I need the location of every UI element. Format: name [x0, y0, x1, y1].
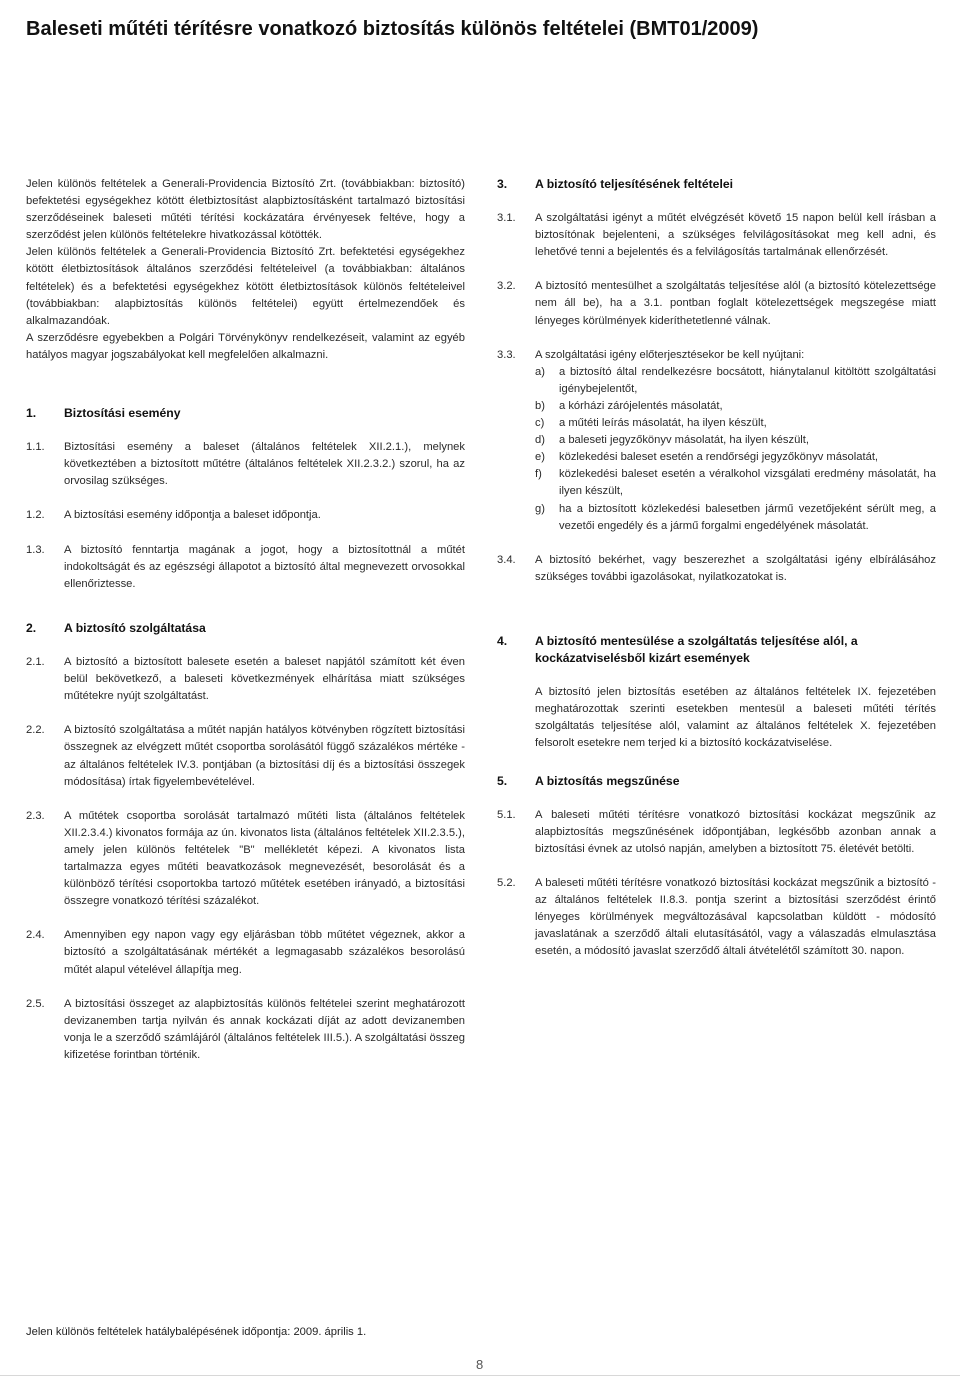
section-1-heading [26, 405, 465, 422]
effective-date-note: Jelen különös feltételek hatálybalépésének időpontja: 2009. április 1. [26, 1326, 367, 1338]
list-marker: d) [535, 434, 545, 447]
left-column-top [26, 176, 465, 593]
list-marker: g) [535, 502, 545, 515]
page-title: Baleseti műtéti térítésre vonatkozó biztosítás különös feltételei (BMT01/2009) [26, 18, 759, 40]
clause-text: A biztosító fenntartja magának a jogot, hogy a biztosítottnál a műtét indokoltságát és az egészségi állapotot a biztosító által megnevezett orvosokkal ellenőriztesse. [64, 543, 465, 590]
clause-number: 1.3. [26, 543, 45, 556]
clause-text: A biztosító mentesülhet a szolgáltatás teljesítése alól (a biztosító kötelezettsége nem áll be), ha a 3.1. pontban foglalt kötelezettségek megszegése miatt lényeges körülmények kideríthetetlenné válnak. [535, 280, 936, 327]
clause-5-1 [497, 807, 936, 858]
clause-2-4 [26, 927, 465, 978]
list-item [535, 415, 936, 432]
list-marker: a) [535, 365, 545, 378]
clause-number: 2.4. [26, 929, 45, 942]
list-marker: b) [535, 399, 545, 412]
clause-number: 3.1. [497, 212, 516, 225]
list-text: a kórházi zárójelentés másolatát, [559, 399, 723, 412]
clause-text: A biztosító a biztosított balesete esetén a baleset napjától számított két éven belül bekövetkező, a baleseti következmények elhárítása miatt szükséges műtétekre nyújt szolgáltatást. [64, 656, 465, 703]
list-item [535, 398, 936, 415]
clause-text: Biztosítási esemény a baleset (általános feltételek XII.2.1.), melynek következtében a biztosított műtétre (általános feltételek XII.2.3.2.) szorul, ha az orvosilag szükséges. [64, 441, 465, 488]
clause-2-5 [26, 996, 465, 1064]
clause-2-2 [26, 722, 465, 790]
section-number: 5. [497, 773, 508, 788]
list-text: ha a biztosított közlekedési balesetben jármű vezetőjeként sérült meg, a vezetői engedély és a jármű forgalmi engedélyének másolatát. [559, 502, 936, 532]
list-item [535, 364, 936, 398]
clause-number: 2.1. [26, 656, 45, 669]
section-title: A biztosítás megszűnése [535, 773, 680, 788]
clause-5-2 [497, 875, 936, 960]
section-title: Biztosítási esemény [64, 406, 181, 421]
page-number: 8 [476, 1357, 484, 1372]
section-title: A biztosító teljesítésének feltételei [535, 177, 733, 191]
list-item [535, 432, 936, 449]
clause-text: A szolgáltatási igény előterjesztésekor be kell nyújtani: [535, 348, 805, 361]
clause-text: A biztosító bekérhet, vagy beszerezhet a szolgáltatási igény elbírálásához szükséges további igazolásokat, nyilatkozatokat is. [535, 553, 936, 583]
clause-2-3 [26, 808, 465, 911]
clause-3-2 [497, 278, 936, 329]
clause-text: Amennyiben egy napon vagy egy eljárásban több műtétet végeznek, akkor a biztosító a szolgáltatásának mértékét a legmagasabb százalékos besorolású műtét alapul vételével állapítja meg. [64, 929, 465, 976]
clause-number: 2.2. [26, 724, 45, 737]
section-5-heading [497, 773, 936, 790]
section-4-heading [497, 633, 936, 667]
list-marker: c) [535, 417, 545, 430]
clause-number: 3.2. [497, 280, 516, 293]
intro-paragraph-2: Jelen különös feltételek a Generali-Providencia Biztosító Zrt. befektetési egységekhez kötött életbiztosítások általános szerződési feltételeivel (a továbbiakban: általános feltételek) és a befektetési egységekhez kötött életbiztosítások különös feltételeivel (továbbiakban: alapbiztosítás különös feltételei) együtt értelmezendőek és alkalmazandóak. [26, 246, 465, 327]
clause-1-3 [26, 542, 465, 593]
clause-text: A biztosítási összeget az alapbiztosítás különös feltételei szerint meghatározott devizanemben tartja nyilván és annak kockázati díját az adott devizanemben vonja le a szerződő számlájáról (általános feltételek III.5.). A szolgáltatási összeg kifizetése forintban történik. [64, 997, 465, 1061]
section-2-heading [26, 620, 465, 637]
intro-paragraph-1: Jelen különös feltételek a Generali-Providencia Biztosító Zrt. (továbbiakban: biztosító) befektetési egységekhez kötött életbiztosítást alapbiztosításként tartalmazó biztosítási szerződéseinek baleseti műtéti térítési kockázatára érvényesek feltéve, hogy a szerződést jelen különös feltételekre hivatkozással kötötték. [26, 178, 465, 242]
clause-text: A szolgáltatási igényt a műtét elvégzését követő 15 napon belül kell írásban a biztosítónak bejelenteni, a szükséges felvilágosításokat meg kell adni, és lehetővé tenni a bejelentés és a felvilágosítás tartalmának ellenőrzését. [535, 212, 936, 259]
clause-number: 5.2. [497, 876, 516, 889]
clause-3-1 [497, 210, 936, 261]
list-item [535, 449, 936, 466]
clause-text: A baleseti műtéti térítésre vonatkozó biztosítási kockázat megszűnik a biztosító - az általános feltételek II.8.3. pontja szerint a biztosítási szerződést érintő lényeges körülmények megváltozásával kapcsolatban küldött - módosító javaslatának a szerződő általi elutasításától, vagy a válaszadás elmulasztása esetén, a módosító javaslat szerződő általi átvételétől számított 30. napon. [535, 876, 936, 958]
section-number: 2. [26, 621, 37, 635]
list-text: a baleseti jegyzőkönyv másolatát, ha ilyen készült, [559, 434, 809, 447]
section-number: 1. [26, 406, 37, 421]
clause-1-1 [26, 439, 465, 490]
clause-number: 5.1. [497, 808, 516, 821]
section-number: 4. [497, 634, 508, 648]
list-text: a biztosító által rendelkezésre bocsátott, hiánytalanul kitöltött szolgáltatási igénybejelentőt, [559, 365, 936, 395]
list-text: a műtéti leírás másolatát, ha ilyen készült, [559, 417, 767, 430]
clause-2-1 [26, 654, 465, 705]
clause-number: 3.3. [497, 348, 516, 361]
right-column-top [497, 176, 936, 586]
clause-number: 1.1. [26, 441, 45, 454]
section-number: 3. [497, 177, 508, 191]
list-marker: e) [535, 451, 545, 464]
section-4-text: A biztosító jelen biztosítás esetében az általános feltételek IX. fejezetében meghatározottak szerinti esetekben mentesül a baleseti műtéti térítés szolgáltatás teljesítése alól, valamint az általános feltételek X. fejezetében felsorolt esetekre nem terjed ki a biztosító kockázatviselése. [535, 686, 936, 750]
clause-text: A műtétek csoportba sorolását tartalmazó műtéti lista (általános feltételek XII.2.3.4.) kivonatos formája az ún. kivonatos lista (általános feltételek XII.2.3.5.), amely jelen különös feltételek "B" mellékletét képezi. A kivonatos lista tartalmazza egyes műtéti beavatkozások megnevezését, besorolását és a különböző térítési csoportokba tartozó műtétek esetében irányadó, a biztosítási összegre vonatkozó térítési százalékot. [64, 809, 465, 908]
clause-text: A biztosítási esemény időpontja a baleset időpontja. [64, 509, 321, 522]
clause-number: 2.3. [26, 809, 45, 822]
list-text: közlekedési baleset esetén a rendőrségi jegyzőkönyv másolatát, [559, 451, 879, 464]
intro-paragraph-3: A szerződésre egyebekben a Polgári Törvénykönyv rendelkezéseit, valamint az egyéb hatályos magyar jogszabályokat kell megfelelően alkalmazni. [26, 331, 465, 361]
list-marker: f) [535, 468, 542, 481]
clause-3-3 [497, 347, 936, 535]
right-column-bottom [497, 633, 936, 960]
clause-text: A biztosító szolgáltatása a műtét napján hatályos kötvényben rögzített biztosítási összegnek az elvégzett műtét csoportba sorolásától függő százalékos mértéke - az általános feltételek IV.3. pontjában (a biztosítási díj és a biztosítási összegek módosítása) írtak figyelembevételével. [64, 724, 465, 788]
clause-text: A baleseti műtéti térítésre vonatkozó biztosítási kockázat megszűnik az alapbiztosítás megszűnésének időpontjában, legkésőbb azonban annak a biztosítási évnek az utolsó napján, amelyben a biztosított 75. életévét betölti. [535, 808, 936, 855]
list-item [535, 501, 936, 535]
page-bottom-divider [0, 1375, 960, 1376]
list-item [535, 466, 936, 500]
list-text: közlekedési baleset esetén a véralkohol vizsgálati eredmény másolatát, ha ilyen készült, [559, 468, 936, 498]
section-title: A biztosító szolgáltatása [64, 621, 206, 635]
clause-number: 2.5. [26, 997, 45, 1010]
clause-3-4 [497, 552, 936, 586]
clause-1-2 [26, 507, 465, 524]
section-3-heading [497, 176, 936, 193]
clause-number: 3.4. [497, 553, 516, 566]
clause-number: 1.2. [26, 509, 45, 522]
section-title: A biztosító mentesülése a szolgáltatás teljesítése alól, a kockázatviselésből kizárt események [535, 634, 858, 666]
left-column-bottom [26, 620, 465, 1064]
